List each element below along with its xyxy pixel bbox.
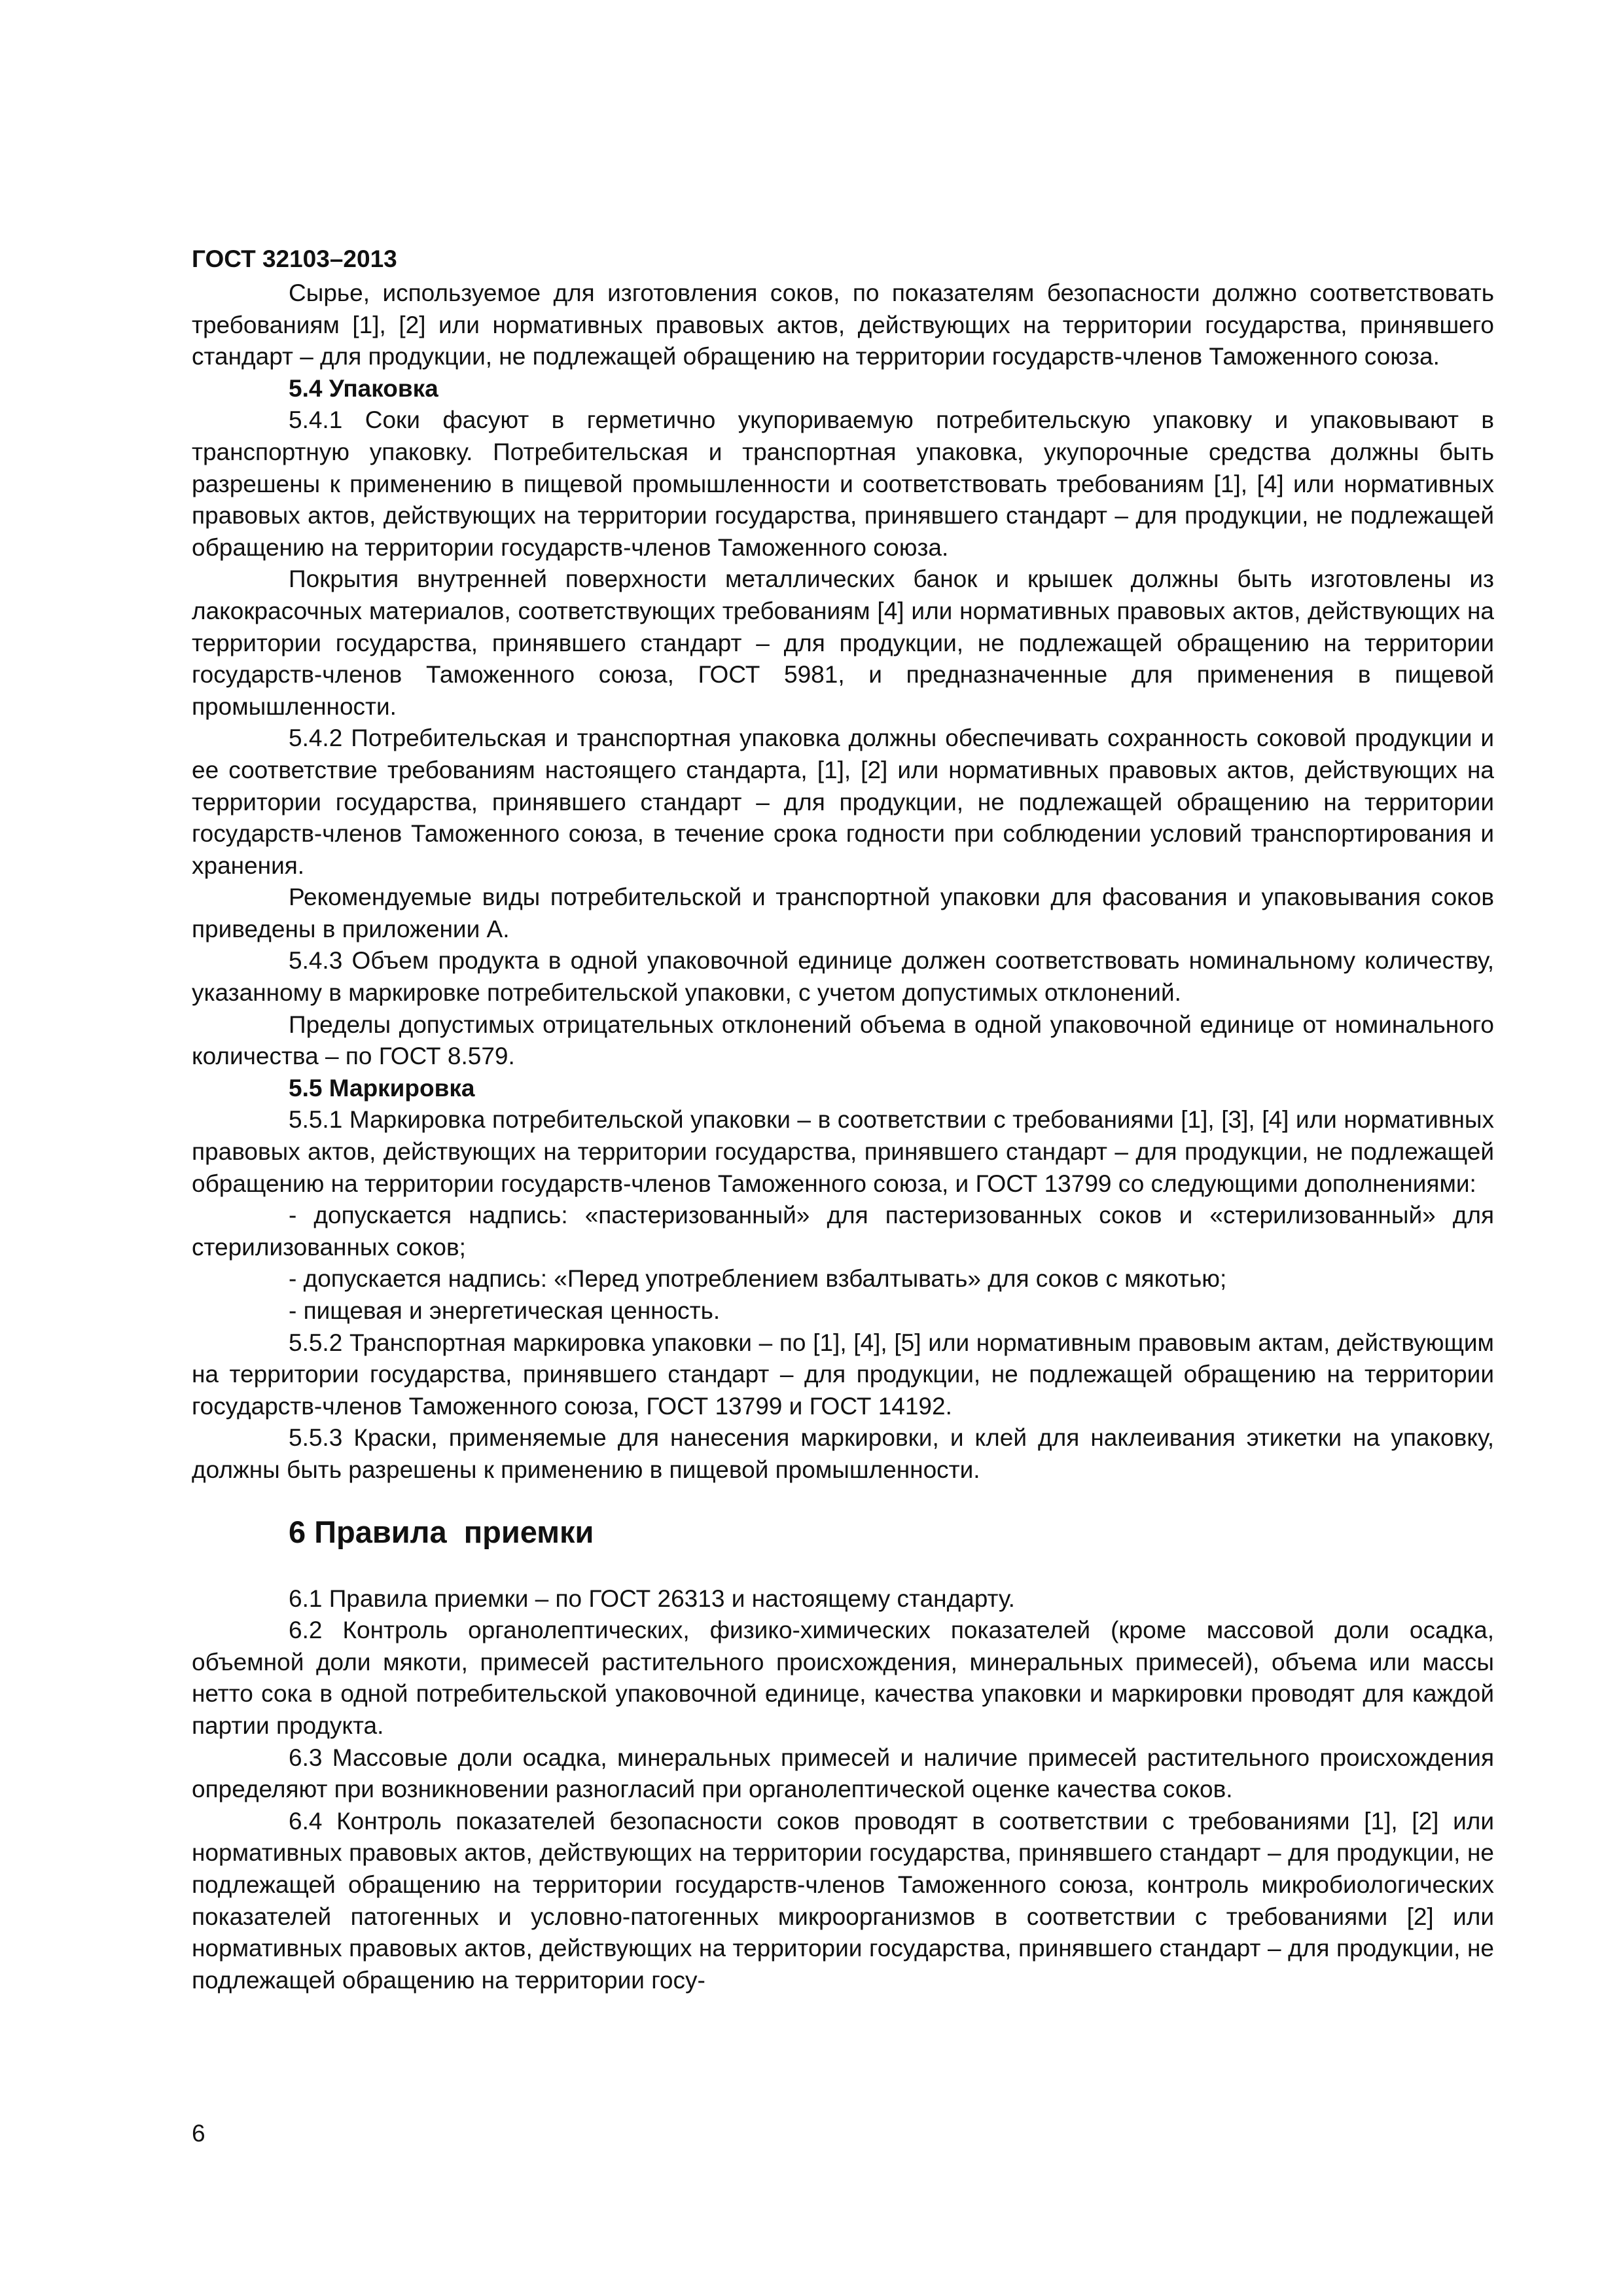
paragraph-5-4-1: 5.4.1 Соки фасуют в герметично укупориваемую потребительскую упаковку и упаковывают в транспортную упаковку. Потребительская и транспортная упаковка, укупорочные средства должны быть разрешены к применению в пищевой промышленности и соответствовать требованиям [1], [4] или нормативных правовых актов, действующих на территории государства, принявшего стандарт – для продукции, не подлежащей обращению на территории государств-членов Таможенного союза.	[192, 406, 1494, 561]
paragraph-deviation-limits: Пределы допустимых отрицательных отклонений объема в одной упаковочной единице от номинального количества – по ГОСТ 8.579.	[192, 1011, 1494, 1070]
list-item-dash-1: - допускается надпись: «пастеризованный» для пастеризованных соков и «стерилизованный» для стерилизованных соков;	[192, 1202, 1494, 1261]
paragraph-6-2: 6.2 Контроль органолептических, физико-химических показателей (кроме массовой доли осадка, объемной доли мякоти, примесей растительного происхождения, минеральных примесей), объема или массы нетто сока в одной потребительской упаковочной единице, качества упаковки и маркировки проводят для каждой партии продукта.	[192, 1617, 1494, 1739]
paragraph-5-5-3: 5.5.3 Краски, применяемые для нанесения маркировки, и клей для наклеивания этикетки на упаковку, должны быть разрешены к применению в пищевой промышленности.	[192, 1424, 1494, 1483]
paragraph-6-1: 6.1 Правила приемки – по ГОСТ 26313 и настоящему стандарту.	[289, 1585, 1015, 1612]
document-body	[192, 243, 1494, 1996]
document-code: ГОСТ 32103–2013	[192, 245, 397, 272]
paragraph-6-4: 6.4 Контроль показателей безопасности соков проводят в соответствии с требованиями [1], [2] или нормативных правовых актов, действующих на территории государства, принявшего стандарт – для продукции, не подлежащей обращению на территории государств-членов Таможенного союза, контроль микробиологических показателей патогенных и условно-патогенных микроорганизмов в соответствии с требованиями [2] или нормативных правовых актов, действующих на территории государства, принявшего стандарт – для продукции, не подлежащей обращению на территории госу-	[192, 1807, 1494, 1994]
section-heading-6: 6 Правила приемки	[289, 1514, 594, 1549]
paragraph-coatings: Покрытия внутренней поверхности металлических банок и крышек должны быть изготовлены из лакокрасочных материалов, соответствующих требованиям [4] или нормативных правовых актов, действующих на территории государства, принявшего стандарт – для продукции, не подлежащей обращению на территории государств-членов Таможенного союза, ГОСТ 5981, и предназначенные для применения в пищевой промышленности.	[192, 565, 1494, 720]
list-item-dash-3: - пищевая и энергетическая ценность.	[289, 1297, 721, 1324]
paragraph-raw-materials: Сырье, используемое для изготовления соков, по показателям безопасности должно соответствовать требованиям [1], [2] или нормативных правовых актов, действующих на территории государства, принявшего стандарт – для продукции, не подлежащей обращению на территории государств-членов Таможенного союза.	[192, 279, 1494, 370]
paragraph-5-5-1: 5.5.1 Маркировка потребительской упаковки – в соответствии с требованиями [1], [3], [4] или нормативных правовых актов, действующих на территории государства, принявшего стандарт – для продукции, не подлежащей обращению на территории государств-членов Таможенного союза, и ГОСТ 13799 со следующими дополнениями:	[192, 1106, 1494, 1197]
section-heading-5-4: 5.4 Упаковка	[289, 374, 438, 402]
list-item-dash-2: - допускается надпись: «Перед употреблением взбалтывать» для соков с мякотью;	[289, 1265, 1227, 1293]
paragraph-5-4-2: 5.4.2 Потребительская и транспортная упаковка должны обеспечивать сохранность соковой продукции и ее соответствие требованиям настоящего стандарта, [1], [2] или нормативных правовых актов, действующих на территории государства, принявшего стандарт – для продукции, не подлежащей обращению на территории государств-членов Таможенного союза, в течение срока годности при соблюдении условий транспортирования и хранения.	[192, 725, 1494, 879]
section-heading-5-5: 5.5 Маркировка	[289, 1074, 475, 1102]
paragraph-5-5-2: 5.5.2 Транспортная маркировка упаковки – по [1], [4], [5] или нормативным правовым актам, действующим на территории государства, принявшего стандарт – для продукции, не подлежащей обращению на территории государств-членов Таможенного союза, ГОСТ 13799 и ГОСТ 14192.	[192, 1329, 1494, 1420]
paragraph-6-3: 6.3 Массовые доли осадка, минеральных примесей и наличие примесей растительного происхождения определяют при возникновении разногласий при органолептической оценке качества соков.	[192, 1744, 1494, 1803]
page-number: 6	[192, 2120, 205, 2147]
paragraph-5-4-3: 5.4.3 Объем продукта в одной упаковочной единице должен соответствовать номинальному количеству, указанному в маркировке потребительской упаковки, с учетом допустимых отклонений.	[192, 947, 1494, 1007]
paragraph-recommended-packaging: Рекомендуемые виды потребительской и транспортной упаковки для фасования и упаковывания соков приведены в приложении А.	[192, 884, 1494, 942]
